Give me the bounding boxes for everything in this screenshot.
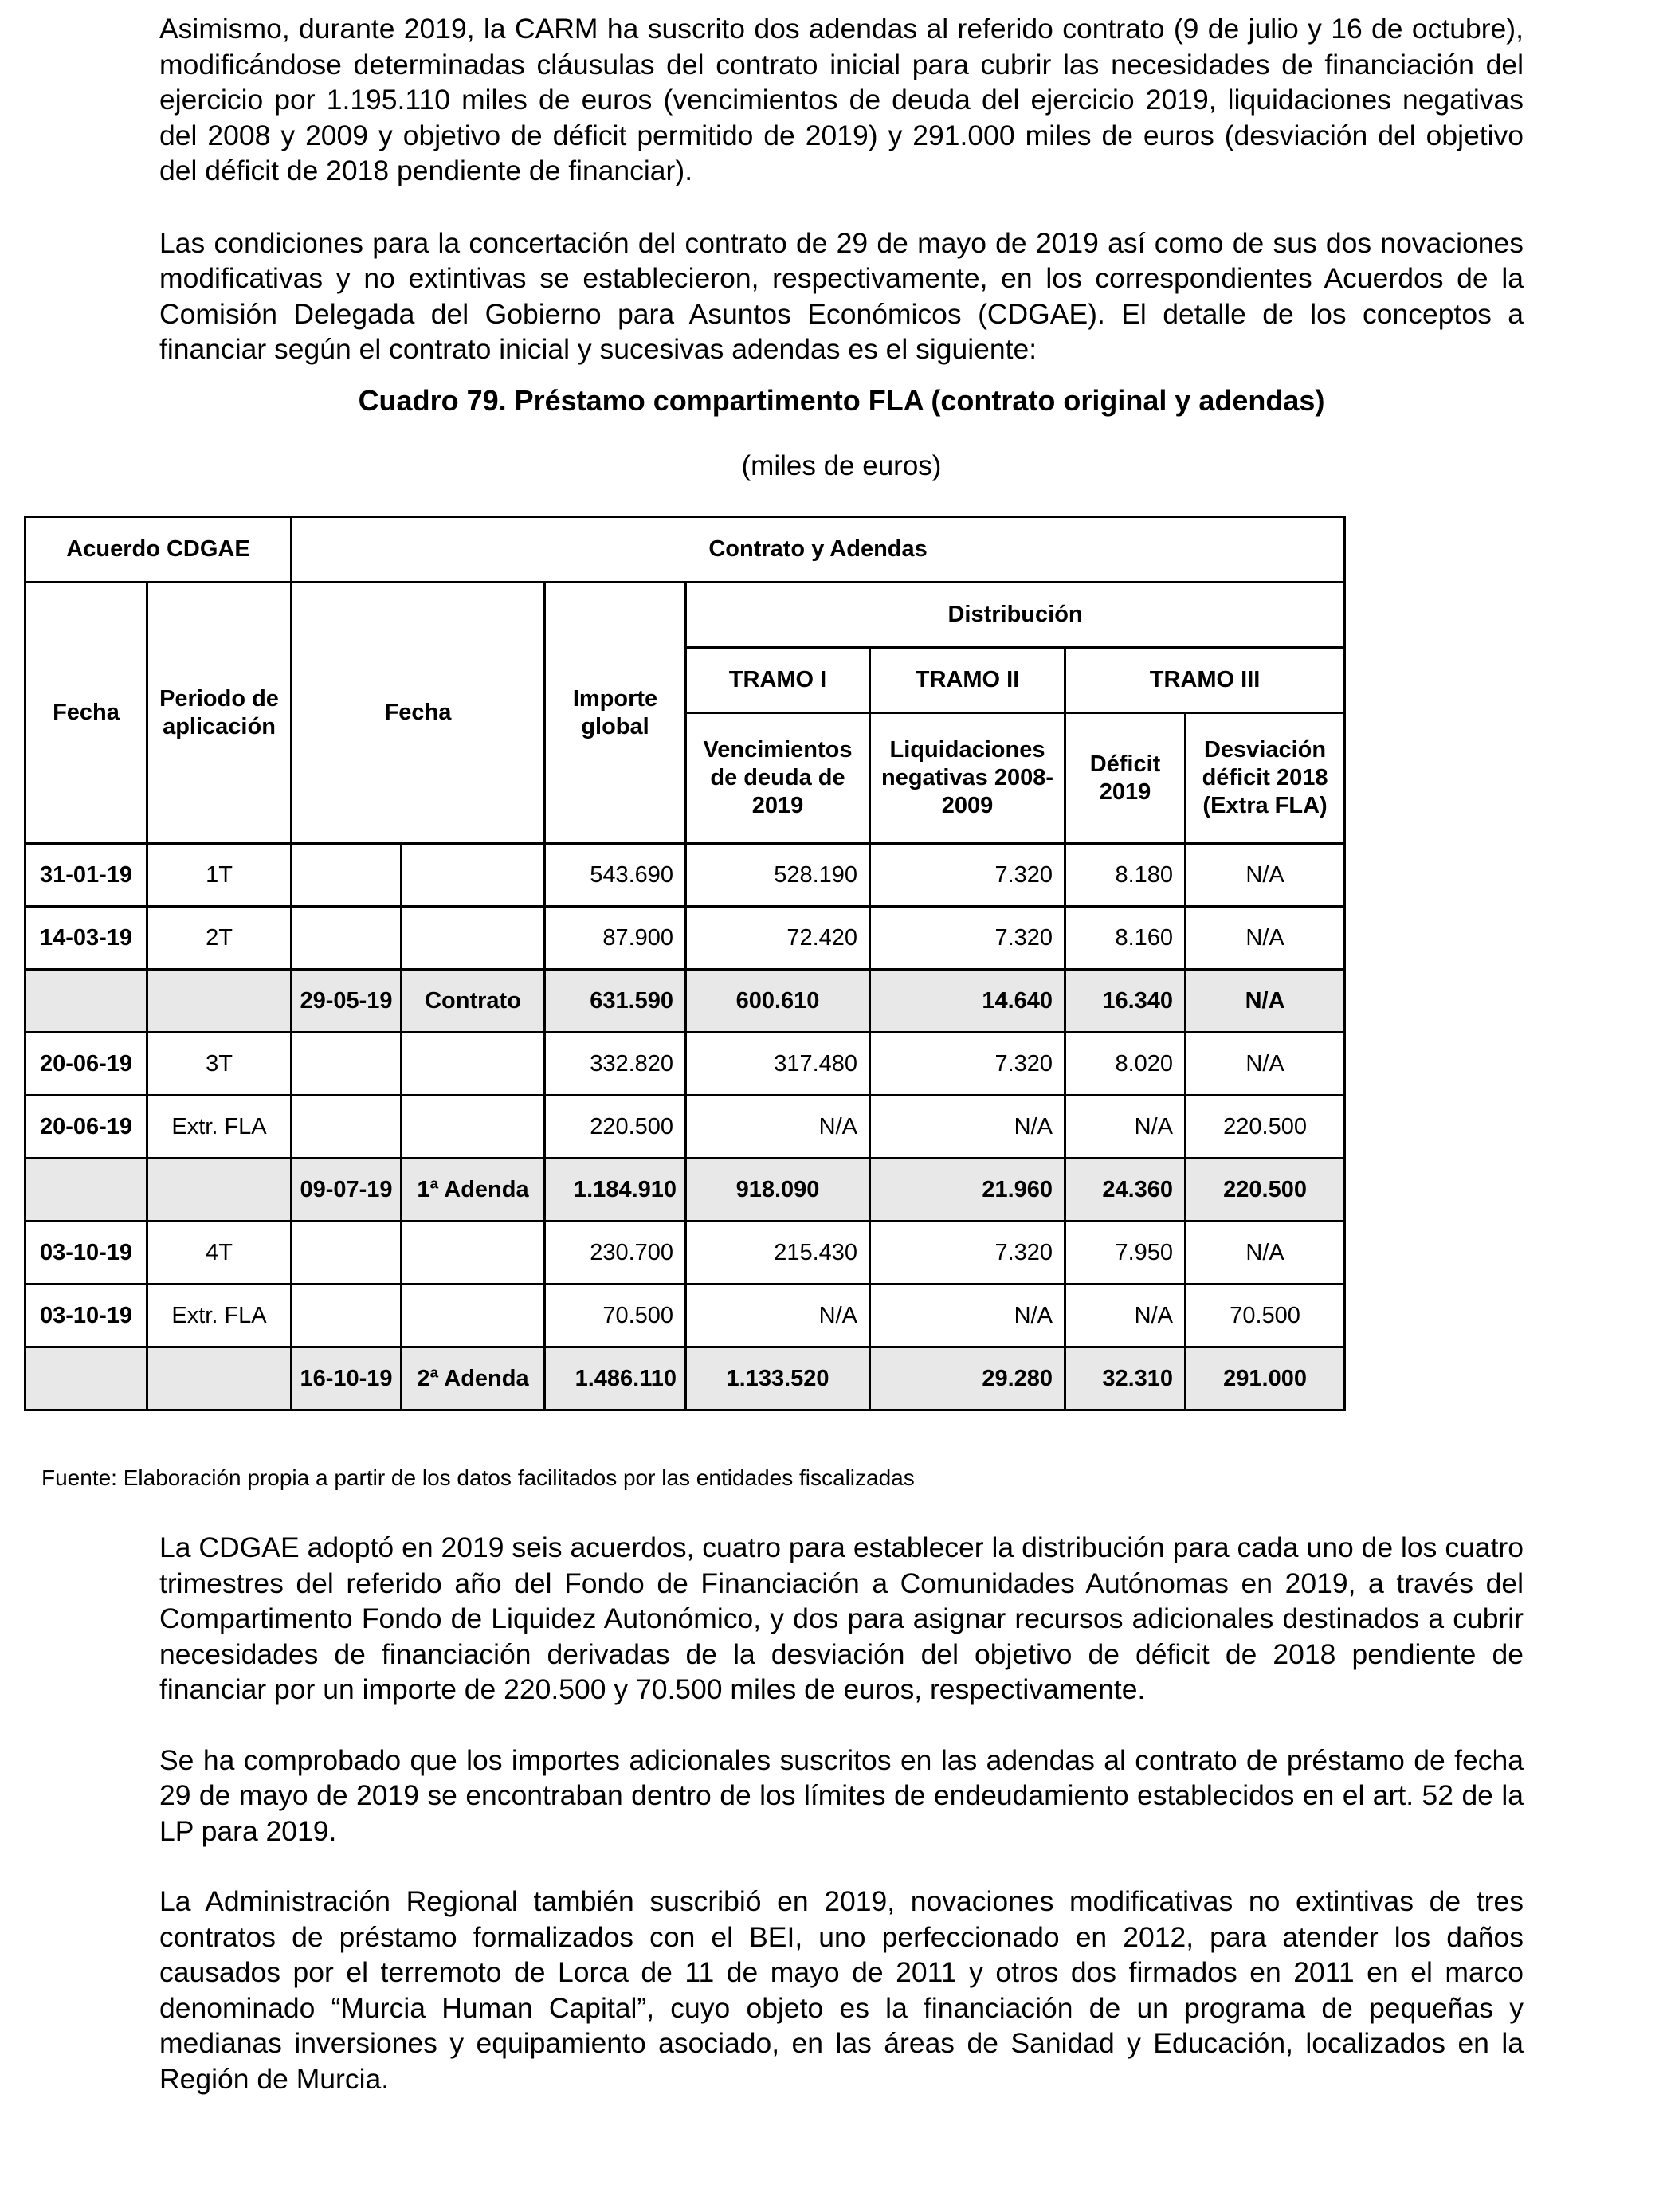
table-row xyxy=(25,1096,1345,1159)
cell-vencimientos: 528.190 xyxy=(686,844,870,907)
cell-periodo xyxy=(147,1347,292,1410)
cell-fecha: 03-10-19 xyxy=(25,1284,147,1347)
paragraph-comprobado: Se ha comprobado que los importes adicionales suscritos en las adendas al contrato de préstamo de fecha 29 de mayo de 2019 se encontraban dentro de los límites de endeudamiento establecidos en el art. 52 de la LP para 2019. xyxy=(159,1743,1524,1847)
table-row-adenda-1 xyxy=(25,1159,1345,1222)
cell-vencimientos: 918.090 xyxy=(686,1159,870,1222)
cell-desviacion: N/A xyxy=(1186,1222,1345,1284)
cell-deficit: 8.180 xyxy=(1065,844,1186,907)
table-row-contrato xyxy=(25,970,1345,1033)
cell-importe: 220.500 xyxy=(545,1096,686,1159)
cell-tipo: 1ª Adenda xyxy=(402,1159,545,1222)
cell-liquidaciones: 21.960 xyxy=(870,1159,1065,1222)
header-tramo-3: TRAMO III xyxy=(1065,648,1345,713)
document-page xyxy=(159,11,1524,484)
header-distribucion: Distribución xyxy=(686,582,1345,648)
cell-vencimientos: 72.420 xyxy=(686,907,870,970)
cell-vencimientos: N/A xyxy=(686,1284,870,1347)
cell-fecha-contrato xyxy=(292,1222,402,1284)
cell-periodo: 1T xyxy=(147,844,292,907)
cell-deficit: 24.360 xyxy=(1065,1159,1186,1222)
cell-periodo xyxy=(147,1159,292,1222)
cell-tipo xyxy=(402,1096,545,1159)
cell-importe: 230.700 xyxy=(545,1222,686,1284)
cell-liquidaciones: N/A xyxy=(870,1096,1065,1159)
header-tramo-1: TRAMO I xyxy=(686,648,870,713)
header-deficit: Déficit 2019 xyxy=(1065,713,1186,844)
cell-tipo xyxy=(402,1033,545,1096)
cell-tipo xyxy=(402,907,545,970)
paragraph-condiciones: Las condiciones para la concertación del contrato de 29 de mayo de 2019 así como de sus dos novaciones modificativas y no extintivas se establecieron, respectivamente, en los correspondientes Acuerdos de la Comisión Delegada del Gobierno para Asuntos Económicos (CDGAE). El detalle de los conceptos a financiar según el contrato inicial y sucesivas adendas es el siguiente: xyxy=(159,226,1524,365)
table-source-note: Fuente: Elaboración propia a partir de los datos facilitados por las entidades fiscalizadas xyxy=(41,1465,915,1490)
document-page-after xyxy=(159,1530,1524,2096)
cell-importe: 70.500 xyxy=(545,1284,686,1347)
table-row xyxy=(25,1284,1345,1347)
cell-tipo xyxy=(402,1222,545,1284)
cell-liquidaciones: 7.320 xyxy=(870,844,1065,907)
cell-desviacion: N/A xyxy=(1186,844,1345,907)
fla-loan-table xyxy=(24,516,1346,1411)
cell-fecha: 20-06-19 xyxy=(25,1096,147,1159)
table-row xyxy=(25,1033,1345,1096)
header-vencimientos: Vencimientos de deuda de 2019 xyxy=(686,713,870,844)
cell-fecha-contrato: 09-07-19 xyxy=(292,1159,402,1222)
cell-liquidaciones: 29.280 xyxy=(870,1347,1065,1410)
cell-deficit: 16.340 xyxy=(1065,970,1186,1033)
cell-desviacion: N/A xyxy=(1186,907,1345,970)
cell-desviacion: 220.500 xyxy=(1186,1096,1345,1159)
header-fecha-contrato: Fecha xyxy=(292,582,545,844)
cell-deficit: 8.160 xyxy=(1065,907,1186,970)
cell-liquidaciones: 14.640 xyxy=(870,970,1065,1033)
cell-fecha xyxy=(25,1347,147,1410)
cell-tipo xyxy=(402,844,545,907)
cell-importe: 1.486.110 xyxy=(545,1347,686,1410)
cell-importe: 543.690 xyxy=(545,844,686,907)
cell-periodo: 2T xyxy=(147,907,292,970)
cell-periodo: 3T xyxy=(147,1033,292,1096)
cell-deficit: N/A xyxy=(1065,1096,1186,1159)
header-acuerdo-cdgae: Acuerdo CDGAE xyxy=(25,517,292,582)
cell-importe: 1.184.910 xyxy=(545,1159,686,1222)
cell-fecha: 31-01-19 xyxy=(25,844,147,907)
cell-liquidaciones: 7.320 xyxy=(870,907,1065,970)
cell-deficit: 7.950 xyxy=(1065,1222,1186,1284)
table-row xyxy=(25,1222,1345,1284)
cell-liquidaciones: N/A xyxy=(870,1284,1065,1347)
cell-importe: 332.820 xyxy=(545,1033,686,1096)
header-contrato-adendas: Contrato y Adendas xyxy=(292,517,1345,582)
header-periodo: Periodo de aplicación xyxy=(147,582,292,844)
cell-periodo: Extr. FLA xyxy=(147,1284,292,1347)
cell-desviacion: N/A xyxy=(1186,1033,1345,1096)
cell-fecha: 14-03-19 xyxy=(25,907,147,970)
cell-fecha-contrato: 29-05-19 xyxy=(292,970,402,1033)
cell-fecha-contrato xyxy=(292,907,402,970)
cell-fecha-contrato xyxy=(292,1284,402,1347)
header-desviacion: Desviación déficit 2018 (Extra FLA) xyxy=(1186,713,1345,844)
cell-deficit: 32.310 xyxy=(1065,1347,1186,1410)
paragraph-adendas: Asimismo, durante 2019, la CARM ha suscrito dos adendas al referido contrato (9 de julio y 16 de octubre), modificándose determinadas cláusulas del contrato inicial para cubrir las necesidades de financiación del ejercicio por 1.195.110 miles de euros (vencimientos de deuda del ejercicio 2019, liquidaciones negativas del 2008 y 2009 y objetivo de déficit permitido de 2019) y 291.000 miles de euros (desviación del objetivo del déficit de 2018 pendiente de financiar). xyxy=(159,13,1524,186)
table-row xyxy=(25,907,1345,970)
cell-fecha-contrato: 16-10-19 xyxy=(292,1347,402,1410)
paragraph-bei: La Administración Regional también suscribió en 2019, novaciones modificativas no extintivas de tres contratos de préstamo formalizados con el BEI, uno perfeccionado en 2012, para atender los daños causados por el terremoto de Lorca de 11 de mayo de 2011 y otros dos firmados en 2011 en el marco denominado “Murcia Human Capital”, cuyo objeto es la financiación de un programa de pequeñas y medianas inversiones y equipamiento asociado, en las áreas de Sanidad y Educación, localizados en la Región de Murcia. xyxy=(159,1885,1524,2095)
cell-liquidaciones: 7.320 xyxy=(870,1033,1065,1096)
cell-deficit: N/A xyxy=(1065,1284,1186,1347)
table-caption: Cuadro 79. Préstamo compartimento FLA (contrato original y adendas) xyxy=(358,383,1325,417)
header-tramo-2: TRAMO II xyxy=(870,648,1065,713)
cell-liquidaciones: 7.320 xyxy=(870,1222,1065,1284)
cell-vencimientos: 317.480 xyxy=(686,1033,870,1096)
paragraph-cdgae-acuerdos: La CDGAE adoptó en 2019 seis acuerdos, cuatro para establecer la distribución para cada uno de los cuatro trimestres del referido año del Fondo de Financiación a Comunidades Autónomas en 2019, a través del Compartimento Fondo de Liquidez Autonómico, y dos para asignar recursos adicionales destinados a cubrir necesidades de financiación derivadas de la desviación del objetivo de déficit de 2018 pendiente de financiar por un importe de 220.500 y 70.500 miles de euros, respectivamente. xyxy=(159,1532,1524,1705)
cell-importe: 631.590 xyxy=(545,970,686,1033)
table-row-adenda-2 xyxy=(25,1347,1345,1410)
cell-tipo xyxy=(402,1284,545,1347)
cell-fecha-contrato xyxy=(292,1033,402,1096)
cell-vencimientos: 600.610 xyxy=(686,970,870,1033)
cell-desviacion: 220.500 xyxy=(1186,1159,1345,1222)
header-fecha: Fecha xyxy=(25,582,147,844)
cell-desviacion: N/A xyxy=(1186,970,1345,1033)
cell-fecha-contrato xyxy=(292,1096,402,1159)
cell-deficit: 8.020 xyxy=(1065,1033,1186,1096)
cell-fecha: 20-06-19 xyxy=(25,1033,147,1096)
cell-tipo: 2ª Adenda xyxy=(402,1347,545,1410)
header-liquidaciones: Liquidaciones negativas 2008-2009 xyxy=(870,713,1065,844)
cell-vencimientos: 1.133.520 xyxy=(686,1347,870,1410)
cell-vencimientos: N/A xyxy=(686,1096,870,1159)
cell-periodo: 4T xyxy=(147,1222,292,1284)
cell-vencimientos: 215.430 xyxy=(686,1222,870,1284)
cell-fecha xyxy=(25,1159,147,1222)
cell-fecha xyxy=(25,970,147,1033)
table-units: (miles de euros) xyxy=(741,449,942,481)
cell-importe: 87.900 xyxy=(545,907,686,970)
cell-fecha: 03-10-19 xyxy=(25,1222,147,1284)
cell-periodo: Extr. FLA xyxy=(147,1096,292,1159)
cell-desviacion: 291.000 xyxy=(1186,1347,1345,1410)
header-importe-global: Importe global xyxy=(545,582,686,844)
cell-tipo: Contrato xyxy=(402,970,545,1033)
cell-desviacion: 70.500 xyxy=(1186,1284,1345,1347)
cell-periodo xyxy=(147,970,292,1033)
cell-fecha-contrato xyxy=(292,844,402,907)
table-row xyxy=(25,844,1345,907)
